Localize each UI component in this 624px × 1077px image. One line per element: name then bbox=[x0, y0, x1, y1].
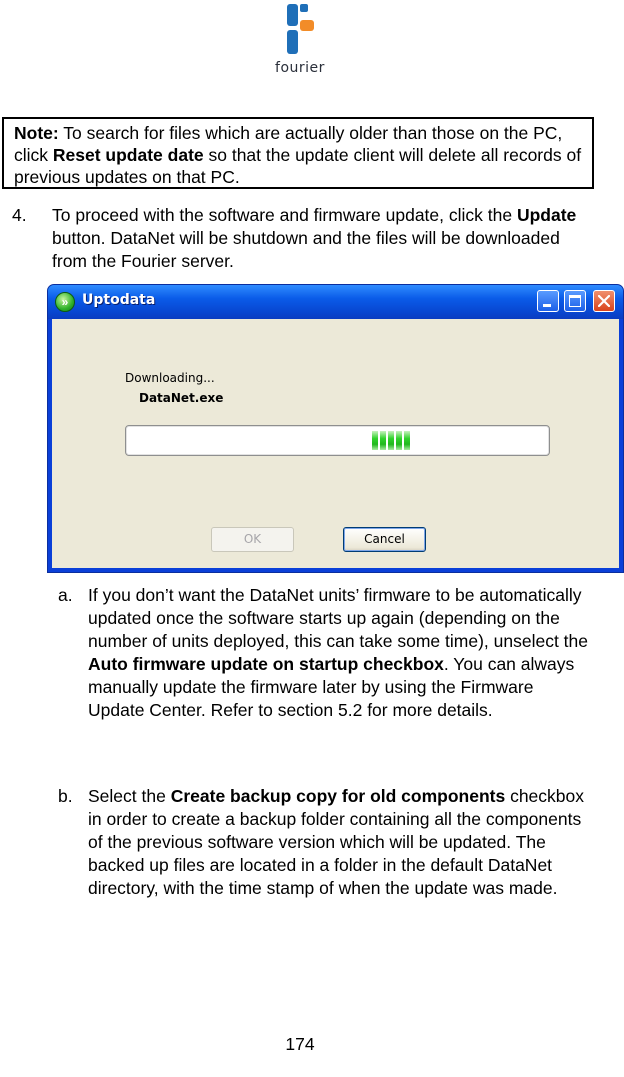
maximize-icon bbox=[569, 295, 581, 307]
close-icon bbox=[598, 295, 610, 307]
fourier-logo bbox=[268, 0, 332, 80]
substep-letter: a. bbox=[58, 585, 73, 605]
progress-block bbox=[396, 431, 402, 450]
download-progress-bar bbox=[125, 425, 550, 456]
minimize-button[interactable] bbox=[537, 290, 559, 312]
fourier-logo-mark bbox=[268, 0, 332, 60]
step-text bbox=[52, 204, 592, 273]
minimize-icon bbox=[543, 304, 551, 307]
substep-b-text-1: Select the bbox=[88, 786, 171, 806]
green-arrow-icon: » bbox=[55, 292, 75, 312]
progress-marquee-blocks bbox=[372, 431, 410, 450]
cancel-button[interactable]: Cancel bbox=[343, 527, 426, 552]
progress-block bbox=[372, 431, 378, 450]
step-emphasis: Update bbox=[516, 205, 577, 225]
logo-wordmark: fourier bbox=[275, 60, 325, 76]
substep-letter: b. bbox=[58, 786, 73, 806]
note-text-2: so that the update client will delete all records of previous updates on that PC. bbox=[14, 145, 582, 187]
close-button[interactable] bbox=[593, 290, 615, 312]
step-text-2: button. DataNet will be shutdown and the files will be downloaded from the Fourier server. bbox=[52, 228, 560, 271]
page-number: 174 bbox=[285, 1034, 315, 1054]
downloading-file-name: DataNet.exe bbox=[139, 391, 224, 405]
maximize-button[interactable] bbox=[564, 290, 586, 312]
step-text-1: To proceed with the software and firmware update, click the bbox=[52, 205, 517, 225]
note-emphasis: Reset update date bbox=[52, 145, 204, 165]
substep-b-text-2: checkbox in order to create a backup folder containing all the components of the previous software version which will be updated. The backed up files are located in a folder in the default DataNet directory, with the time stamp of when the update was made. bbox=[88, 786, 584, 898]
substep-a-text-2: . You can always manually update the firmware later by using the Firmware Update Center. Refer to section 5.2 for more details. bbox=[88, 654, 575, 720]
substep-a-emphasis: Auto firmware update on startup checkbox bbox=[88, 654, 444, 674]
progress-block bbox=[380, 431, 386, 450]
substep-b-emphasis: Create backup copy for old components bbox=[170, 786, 506, 806]
note-box bbox=[2, 117, 594, 189]
substep-text bbox=[88, 785, 593, 900]
progress-block bbox=[404, 431, 410, 450]
step-number: 4. bbox=[12, 205, 27, 225]
progress-block bbox=[388, 431, 394, 450]
substep-a-text-1: If you don’t want the DataNet units’ firmware to be automatically updated once the software starts up again (depending on the number of units deployed, this can take some time), unselect the bbox=[88, 585, 588, 651]
dialog-titlebar[interactable] bbox=[48, 285, 623, 319]
dialog-client-area bbox=[52, 319, 619, 568]
downloading-label: Downloading... bbox=[125, 371, 215, 385]
note-text-1: To search for files which are actually older than those on the PC, click bbox=[14, 123, 563, 165]
uptodata-dialog bbox=[47, 284, 624, 573]
substep-text bbox=[88, 584, 593, 722]
note-label: Note: bbox=[14, 123, 59, 143]
dialog-title: Uptodata bbox=[82, 292, 156, 308]
ok-button[interactable]: OK bbox=[211, 527, 294, 552]
